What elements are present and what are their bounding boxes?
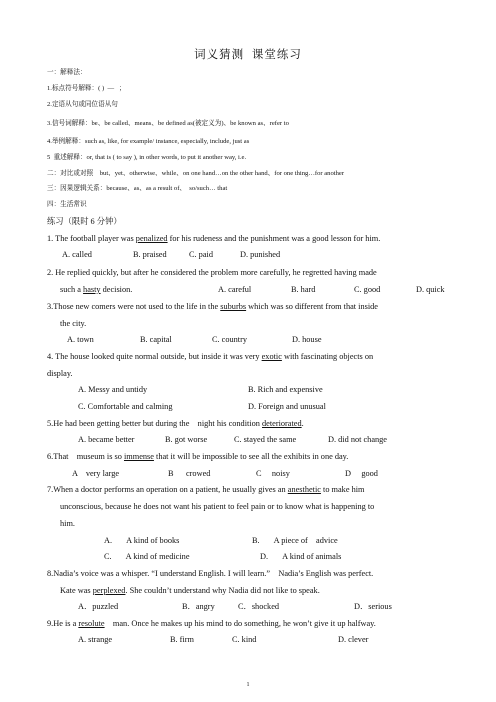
option: C. kind: [232, 635, 257, 644]
methods-heading: 一：解释法：: [47, 69, 87, 76]
target-word: resolute: [78, 619, 105, 628]
question-9: 9.He is a resolute man. Once he makes up his mind to do something, he won’t give it up halfway.: [47, 619, 376, 628]
page-title: 词义猜测 课堂练习: [194, 49, 302, 61]
question-8-cont: Kate was perplexed. She couldn’t understand why Nadia did not like to speak.: [60, 586, 320, 595]
option: D good: [345, 469, 378, 478]
option: B. firm: [170, 635, 194, 644]
method-item: 2.定语从句或同位语从句: [47, 101, 118, 108]
target-word: suburbs: [220, 302, 247, 311]
target-word: penalized: [135, 234, 168, 243]
question-3: 3.Those new comers were not used to the life in the suburbs which was so different from that inside: [47, 302, 378, 311]
exercise-heading: 练习（限时 6 分钟）: [47, 217, 122, 226]
option: C noisy: [256, 469, 290, 478]
question-1: 1. The football player was penalized for his rudeness and the punishment was a good lesson for him.: [47, 234, 381, 243]
question-6: 6.That museum is so immense that it will be impossible to see all the exhibits in one day.: [47, 452, 349, 461]
method-item: 3.信号词解释：be、be called、means、be defined as(被定义为)、be known as、refer to: [47, 120, 289, 127]
option: B. got worse: [165, 435, 208, 444]
option: C. A kind of medicine: [104, 552, 190, 561]
question-7: 7.When a doctor performs an operation on a patient, he usually gives an anesthetic to make him: [47, 485, 365, 494]
option: A. Messy and untidy: [78, 385, 148, 394]
question-5: 5.He had been getting better but during the night his condition deteriorated.: [47, 419, 304, 428]
question-7-cont: him.: [60, 519, 75, 528]
option: C. stayed the same: [234, 435, 297, 444]
option: B. capital: [140, 335, 172, 344]
option: A. became better: [78, 435, 135, 444]
page-number: 1: [246, 682, 250, 688]
option: C. Comfortable and calming: [78, 402, 173, 411]
question-8: 8.Nadia’s voice was a whisper. “I understand English. I will learn.” Nadia’s English was perfect.: [47, 569, 374, 578]
question-4-cont: display.: [47, 369, 73, 378]
cause-method: 三：因果逻辑关系：because、as、as a result of、 so/such… that: [47, 185, 228, 192]
option: B. Rich and expensive: [248, 385, 323, 394]
option: A. A kind of books: [104, 536, 180, 545]
method-item: 1.标点符号解释：( ) — ；: [47, 85, 126, 92]
option: A. careful: [218, 285, 252, 294]
option: A. called: [62, 250, 92, 259]
option: D．serious: [354, 602, 392, 611]
target-word: anesthetic: [287, 485, 321, 494]
option: B. hard: [291, 285, 316, 294]
common-sense-method: 四：生活常识: [47, 201, 87, 208]
option: C. good: [354, 285, 381, 294]
option: D. A kind of animals: [260, 552, 342, 561]
option: A. town: [67, 335, 94, 344]
question-7-cont: unconscious, because he does not want his patient to feel pain or to know what is happening to: [60, 502, 375, 511]
question-3-cont: the city.: [60, 319, 87, 328]
option: B crowed: [168, 469, 211, 478]
option: C. paid: [189, 250, 213, 259]
question-2: 2. He replied quickly, but after he considered the problem more carefully, he regretted having made: [47, 268, 377, 277]
option: B. A piece of advice: [252, 536, 338, 545]
contrast-method: 二：对比或对照 but、yet、otherwise、while、on one hand…on the other hand、for one thing…for another: [47, 170, 345, 177]
option: A．puzzled: [78, 602, 119, 611]
option: D. Foreign and unusual: [248, 402, 326, 411]
method-item: 5 重述解释：or, that is ( to say ), in other words, to put it another way, i.e.: [47, 154, 247, 161]
target-word: hasty: [83, 285, 101, 294]
question-2-cont: such a hasty decision.: [60, 285, 133, 294]
option: D. house: [292, 335, 322, 344]
option: C．shocked: [238, 602, 280, 611]
target-word: perplexed: [92, 586, 126, 595]
option: B. praised: [133, 250, 167, 259]
target-word: immense: [123, 452, 154, 461]
target-word: deteriorated: [262, 419, 302, 428]
question-4: 4. The house looked quite normal outside, but inside it was very exotic with fascinating objects on: [47, 352, 374, 361]
option: A. strange: [78, 635, 113, 644]
method-item: 4.举例解释：such as, like, for example/ instance, especially, include, just as: [47, 138, 250, 145]
option: D. did not change: [328, 435, 387, 444]
target-word: exotic: [261, 352, 282, 361]
option: D. punished: [240, 250, 281, 259]
option: D. quick: [416, 285, 445, 294]
option: D. clever: [338, 635, 369, 644]
option: A very large: [72, 469, 120, 478]
option: C. country: [212, 335, 248, 344]
option: B．angry: [182, 602, 215, 611]
